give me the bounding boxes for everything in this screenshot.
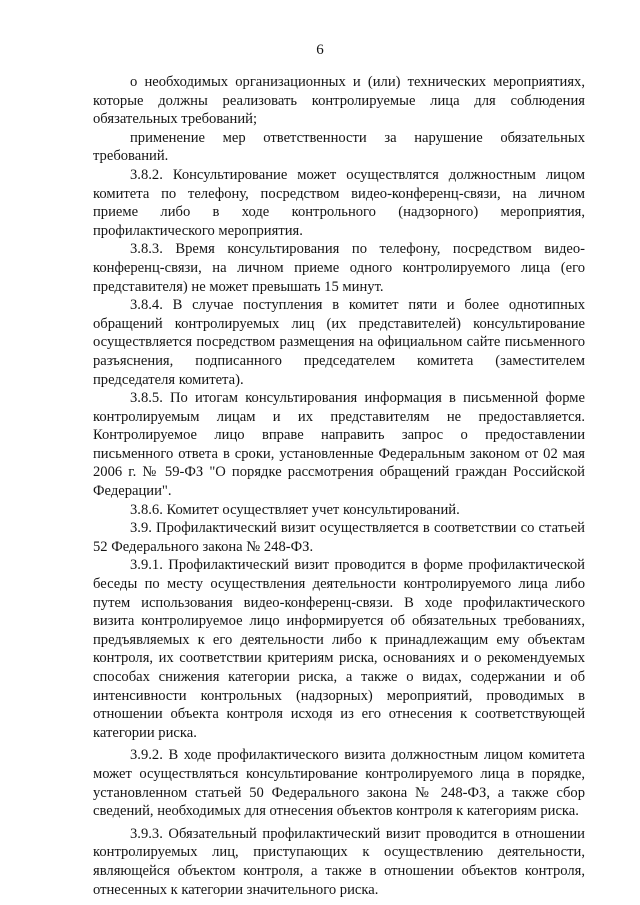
paragraph-3-8-4: 3.8.4. В случае поступления в комитет пяти и более однотипных обращений контролируемых лиц (их представителей) консультирование осуществляется посредством размещения на официальном сайте письменного разъяснения, подписанного председателем комитета (заместителем председателя комитета). [93, 297, 585, 388]
paragraph-list-item-measures: о необходимых организационных и (или) технических мероприятиях, которые должны реализовать контролируемые лица для соблюдения обязательных требований; [93, 74, 585, 128]
paragraph-3-9: 3.9. Профилактический визит осуществляется в соответствии со статьей 52 Федерального закона № 248-ФЗ. [93, 520, 585, 555]
paragraph-3-8-5: 3.8.5. По итогам консультирования информация в письменной форме контролируемым лицам и их представителям не предоставляется. Контролируемое лицо вправе направить запрос о предоставлении письменного ответа в сроки, установленные Федеральным законом от 02 мая 2006 г. № 59-ФЗ "О порядке рассмотрения обращений граждан Российской Федерации". [93, 390, 585, 500]
paragraph-list-item-liability: применение мер ответственности за нарушение обязательных требований. [93, 129, 585, 165]
paragraph-3-8-3: 3.8.3. Время консультирования по телефону, посредством видео-конференц-связи, на личном приеме одного контролируемого лица (его представителя) не может превышать 15 минут. [93, 241, 585, 295]
paragraph-3-9-3: 3.9.3. Обязательный профилактический визит проводится в отношении контролируемых лиц, приступающих к осуществлению деятельности, являющейся объектом контроля, а также в отношении объектов контроля, отнесенных к категории значительного риска. [93, 825, 585, 898]
paragraph-3-9-1: 3.9.1. Профилактический визит проводится в форме профилактической беседы по месту осуществления деятельности контролируемого лица либо путем использования видео-конференц-связи. В ходе профилактического визита контролируемое лицо информируется об обязательных требованиях, предъявляемых к его деятельности либо к принадлежащим ему объектам контроля, их соответствии критериям риска, основаниях и о рекомендуемых способах снижения категории риска, а также о видах, содержании и об интенсивности контрольных (надзорных) мероприятий, проводимых в отношении объекта контроля исходя из его отнесения к соответствующей категории риска. [93, 557, 585, 741]
paragraph-3-9-2: 3.9.2. В ходе профилактического визита должностным лицом комитета может осуществляться консультирование контролируемого лица в порядке, установленном статьей 50 Федерального закона № 248-ФЗ, а также сбор сведений, необходимых для отнесения объектов контроля к категориям риска. [93, 747, 585, 820]
document-body [93, 73, 585, 899]
page-number: 6 [316, 42, 324, 58]
paragraph-3-8-2: 3.8.2. Консультирование может осуществлятся должностным лицом комитета по телефону, посредством видео-конференц-связи, на личном приеме либо в ходе контрольного (надзорного) мероприятия, профилактического мероприятия. [93, 166, 585, 239]
paragraph-3-8-6: 3.8.6. Комитет осуществляет учет консультирований. [130, 501, 460, 518]
